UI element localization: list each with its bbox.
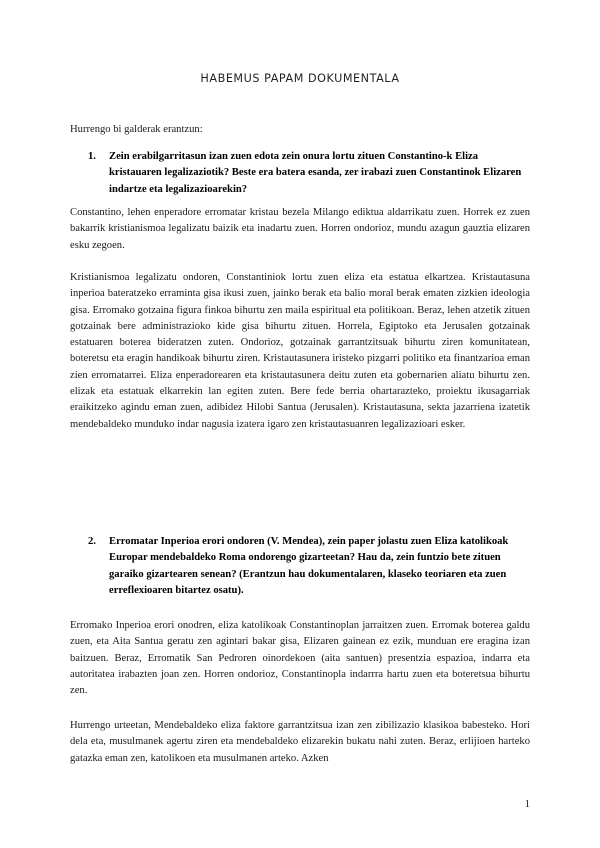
question-item-2 [70,534,530,599]
question-marker-2: 2. [88,536,96,547]
question-text-1: Zein erabilgarritasun izan zuen edota zein onura lortu zituen Constantino-k Eliza kristauaren legalizaziotik? Beste era batera esanda, zer irabazi zuen Constantinok Elizaren indartze eta legalizazioarekin? [109,151,522,195]
page-title: HABEMUS PAPAM DOKUMENTALA [200,72,400,85]
question-marker-1: 1. [88,151,96,162]
answer-paragraph-1: Constantino, lehen enperadore erromatar kristau bezela Milango ediktua aldarrikatu zuen. Horrek ez zuen bakarrik kristianismoa legalizatu baizik eta inadartu zuen. Horren ondorioz, mundu azagun gauztia elizaren esku zegoen. [70,207,530,251]
answer-three-block [70,618,530,699]
question-item-1 [70,149,530,198]
question-list-one [70,149,530,198]
page-number: 1 [524,799,530,810]
lead-paragraph-block [70,122,530,138]
question-text-2: Erromatar Inperioa erori ondoren (V. Mendea), zein paper jolastu zuen Eliza katolikoak Europar mendebaldeko Roma ondorengo gizarteetan? Hau da, zein funtzio bete zituen garaiko gizartearen senean? (Erantzun hau dokumentalaren, klaseko teoriaren eta zuen erreflexioaren bitartez osatu). [109,536,509,596]
answer-paragraph-3: Erromako Inperioa erori onodren, eliza katolikoak Constantinoplan jarraitzen zuen. Erromak boterea galdu zuen, eta Aita Santua geratu zen agintari bakar gisa, Elizaren gainean ez ezik, munduan ere eragina izan baitzuen. Beraz, Erromatik San Pedroren oinordekoen (aita santuen) presentzia espazioa, indarra eta autoritatea irabazten joan zen. Horren ondorioz, Constantinopla indarrra hartu zuen eta boteretsua bihurtu zen. [70,620,530,697]
answer-paragraph-4: Hurrengo urteetan, Mendebaldeko eliza faktore garrantzitsua izan zen zibilizazio klasikoa babesteko. Hori dela eta, musulmanek agertu ziren eta mendebaldeko elizarekin bukatu nahi zuten. Beraz, erlijioen harteko gatazka eman zen, katolikoen eta musulmanen arteko. Azken [70,720,530,764]
question-one-block [70,149,530,198]
answer-two-block [70,270,530,433]
question-two-block [70,534,530,599]
answer-one-block [70,205,530,254]
answer-four-block [70,718,530,767]
question-list-two [70,534,530,599]
answer-paragraph-2: Kristianismoa legalizatu ondoren, Constantiniok lortu zuen eliza eta estatua elkartzea. Kristautasuna inperioa bateratzeko erraminta gisa ikusi zuen, jainko berak eta balio moral berak ematen zizkien ideologia gisa. Erromako gotzaina figura finkoa bihurtu zen maila espiritual eta politikoan. Beraz, lehen atzetik zituen gotzainak bere administrazioko kide gisa bihurtu zituen. Horrela, Egiptoko eta Jerusalen gotzainak estatuaren boterea bideratzen zuten. Ondorioz, gotzainak garrantzitsuak bihurtu ziren komunitatean, boteretsu eta eragin handikoak bihurtu ziren. Kristautasunera iristeko pizgarri politiko eta finantzarioa eman zien erromatarrei. Eliza enperadorearen eta kristautasunera deitu zuten eta gobernarien aliatu bihurtu zen. elizak eta estatuak elkarrekin lan egiten zuten. Bere fede berria ohartarazteko, proiektu ikusagarriak eraikitzeko agindu eman zuen, adibidez Hilobi Santua (Jerusalen). Kristautasuna, sekta jazarriena izatetik mendebaldeko munduko indar nagusia izatera igaro zen kristautasuanren legalizazioari esker. [70,272,530,430]
lead-paragraph: Hurrengo bi galderak erantzun: [70,124,203,135]
